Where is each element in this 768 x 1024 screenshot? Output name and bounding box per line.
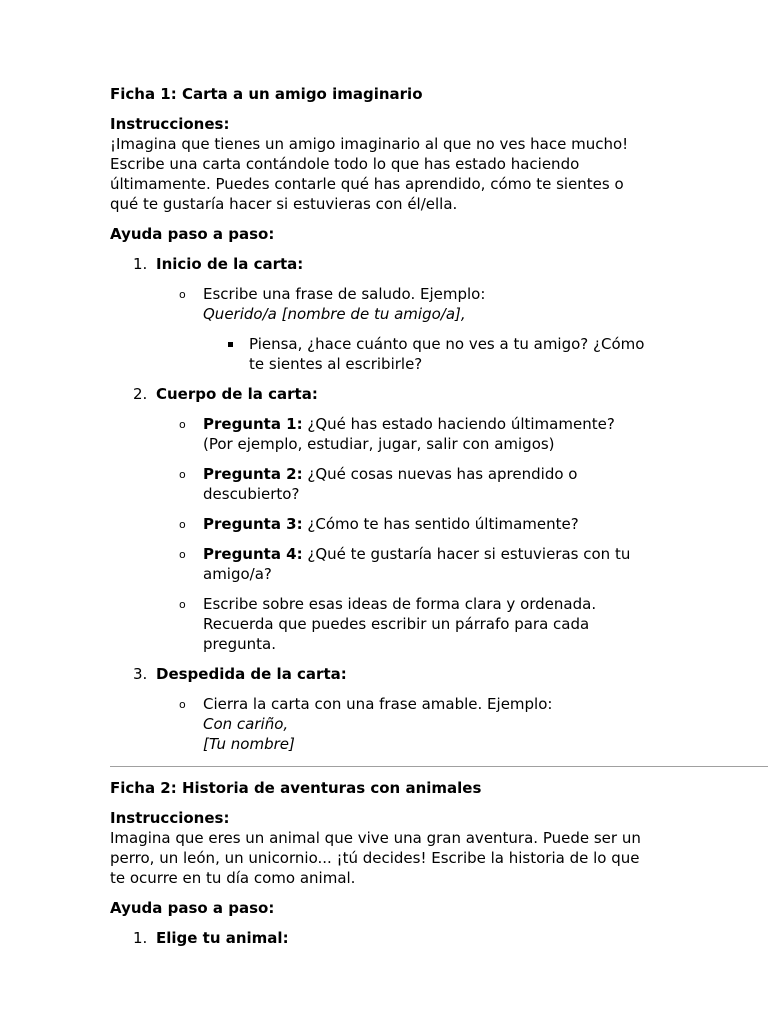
- circle-bullet-icon: o: [179, 548, 186, 561]
- step-title: Inicio de la carta:: [156, 255, 304, 273]
- list-item: Piensa, ¿hace cuánto que no ves a tu amigo? ¿Cómo te sientes al escribirle?: [203, 334, 669, 374]
- step-number: 2.: [133, 385, 148, 403]
- worksheet-2-instructions-heading: Instrucciones:: [110, 809, 230, 827]
- step-2-items: [156, 414, 768, 654]
- step-3-items: [156, 694, 768, 754]
- list-item: o Pregunta 1: ¿Qué has estado haciendo últimamente? (Por ejemplo, estudiar, jugar, salir con amigos): [179, 415, 615, 453]
- step-2: [110, 384, 768, 654]
- worksheet-2-steps: [110, 928, 768, 948]
- worksheet-1-title: Ficha 1: Carta a un amigo imaginario: [110, 85, 423, 103]
- circle-bullet-icon: o: [179, 418, 186, 431]
- circle-bullet-icon: o: [179, 698, 186, 711]
- list-item: o Pregunta 3: ¿Cómo te has sentido últimamente?: [156, 514, 663, 534]
- step-number: 1.: [133, 929, 148, 947]
- step-1-items: [156, 284, 768, 374]
- nested-list: [203, 334, 663, 374]
- worksheet-1: [110, 84, 768, 754]
- worksheet-1-help-heading: Ayuda paso a paso:: [110, 225, 275, 243]
- worksheet-2: [110, 778, 768, 948]
- circle-bullet-icon: o: [179, 468, 186, 481]
- step-1: [110, 254, 768, 374]
- circle-bullet-icon: o: [179, 518, 186, 531]
- list-item: o Escribe una frase de saludo. Ejemplo: Querido/a [nombre de tu amigo/a], Piensa, ¿hace cuánto que no ves a tu amigo? ¿Cómo te sientes al escribirle?: [156, 284, 663, 374]
- step-number: 3.: [133, 665, 148, 683]
- worksheet-1-instructions-text: ¡Imagina que tienes un amigo imaginario al que no ves hace mucho! Escribe una carta contándole todo lo que has estado haciendo últimamente. Puedes contarle qué has aprendido, cómo te sientes o qué te gustaría hacer si estuvieras con él/ella.: [110, 135, 629, 213]
- worksheet-2-instructions-text: Imagina que eres un animal que vive una gran aventura. Puede ser un perro, un león, un unicornio... ¡tú decides! Escribe la historia de lo que te ocurre en tu día como animal.: [110, 829, 641, 887]
- step-title: Despedida de la carta:: [156, 665, 347, 683]
- step-1: [110, 928, 768, 948]
- worksheet-1-instructions-heading: Instrucciones:: [110, 115, 230, 133]
- step-number: 1.: [133, 255, 148, 273]
- step-title: Cuerpo de la carta:: [156, 385, 318, 403]
- section-divider: [110, 766, 768, 767]
- worksheet-2-title: Ficha 2: Historia de aventuras con animales: [110, 779, 482, 797]
- list-item: o Pregunta 4: ¿Qué te gustaría hacer si estuvieras con tu amigo/a?: [179, 545, 631, 583]
- circle-bullet-icon: o: [179, 598, 186, 611]
- list-item: o Escribe sobre esas ideas de forma clara y ordenada. Recuerda que puedes escribir un párrafo para cada pregunta.: [179, 595, 597, 653]
- square-bullet-icon: [228, 342, 233, 347]
- worksheet-2-help-heading: Ayuda paso a paso:: [110, 899, 275, 917]
- circle-bullet-icon: o: [179, 288, 186, 301]
- document-page: [110, 84, 768, 958]
- step-3: [110, 664, 768, 754]
- list-item: o Pregunta 2: ¿Qué cosas nuevas has aprendido o descubierto?: [179, 465, 578, 503]
- worksheet-1-steps: [110, 254, 768, 754]
- step-title: Elige tu animal:: [156, 929, 289, 947]
- list-item: o Cierra la carta con una frase amable. Ejemplo: Con cariño, [Tu nombre]: [179, 695, 553, 753]
